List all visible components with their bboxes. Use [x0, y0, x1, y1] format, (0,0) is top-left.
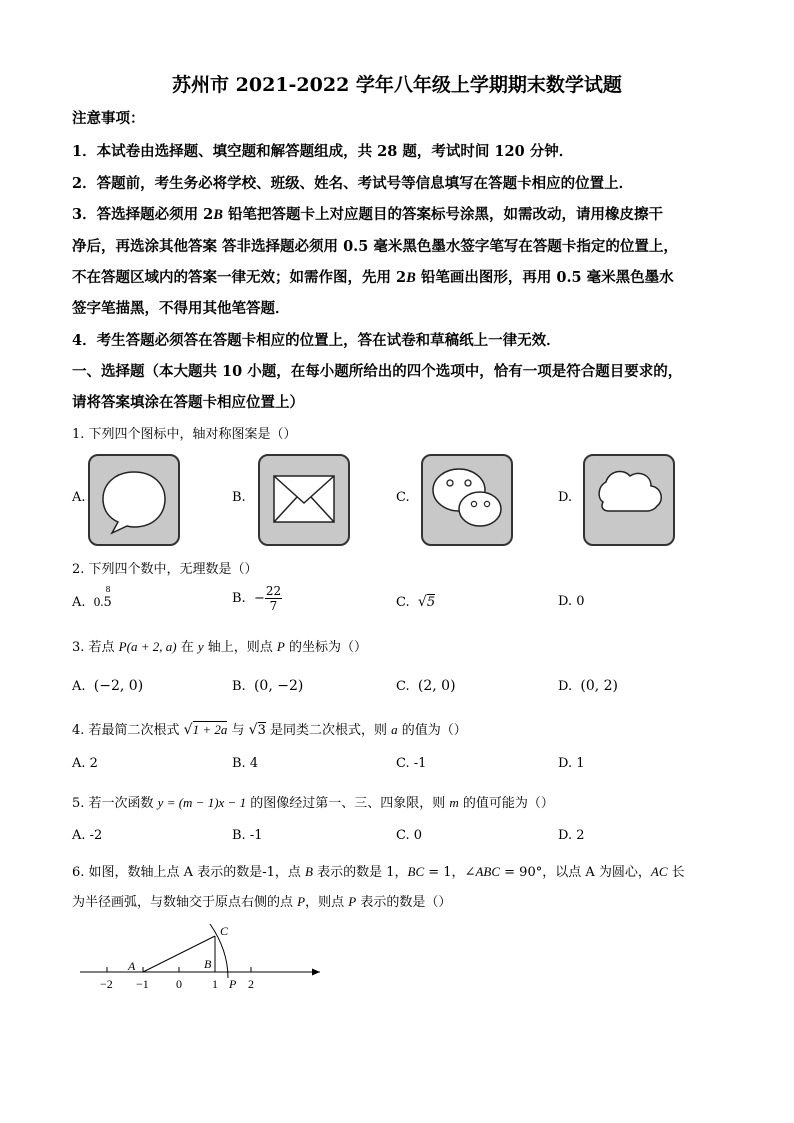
page-title: 苏州市 2021-2022 学年八年级上学期期末数学试题 [172, 74, 622, 96]
tick-label: 2 [248, 977, 254, 991]
speech-bubble-icon [90, 456, 178, 544]
section-heading-line-2: 请将答案填涂在答题卡相应位置上） [72, 394, 304, 411]
q6-stem-line-2: 为半径画弧，与数轴交于原点右侧的点 P，则点 P 表示的数是（） [72, 894, 452, 910]
q2-option-a: A. 0. 8 5 [72, 585, 112, 610]
q2-option-b: B. − $\frac{22}{7}$ [232, 584, 282, 613]
q3-option-d: D. (0, 2) [558, 678, 618, 694]
q1-option-c-label: C. [396, 490, 410, 505]
tick-label: −2 [100, 977, 113, 991]
notice-heading: 注意事项： [72, 110, 145, 127]
q4-stem: 4. 若最简二次根式 √1 + 2a 与 √3 是同类二次根式，则 a 的值为（） [72, 722, 467, 738]
point-label-a: A [128, 959, 136, 973]
point-label-b: B [204, 957, 212, 971]
q4-option-c: C. -1 [396, 756, 427, 771]
cloud-icon [585, 456, 673, 544]
q1-option-d-label: D. [558, 490, 573, 505]
q1-option-b-label: B. [232, 490, 246, 505]
notice-line-5: 不在答题区域内的答案一律无效；如需作图，先用 2B 铅笔画出图形，再用 0.5 毫米黑色墨水 [72, 269, 674, 286]
number-line-arrow [312, 969, 320, 976]
envelope-icon [260, 456, 348, 544]
q3-stem: 3. 若点 P(a + 2, a) 在 y 轴上，则点 P 的坐标为（） [72, 639, 367, 655]
q6-stem-line-1: 6. 如图，数轴上点 A 表示的数是-1，点 B 表示的数是 1，BC = 1，∠ABC = 90°，以点 A 为圆心，AC 长 [72, 864, 685, 880]
tick-label: 0 [176, 977, 182, 991]
tick-label: 1 [212, 977, 218, 991]
point-label-p: P [229, 977, 237, 991]
q3-option-b: B. (0, −2) [232, 678, 304, 694]
q6-number-line-figure [70, 918, 330, 998]
q1-option-a-image [88, 454, 180, 546]
q3-option-a: A. (−2, 0) [72, 678, 144, 694]
tick-label: −1 [136, 977, 149, 991]
q4-option-d: D. 1 [558, 756, 585, 771]
q1-option-d-image [583, 454, 675, 546]
notice-line-1: 1．本试卷由选择题、填空题和解答题组成，共 28 题，考试时间 120 分钟． [72, 143, 574, 160]
point-label-c: C [220, 924, 229, 938]
q4-option-a: A. 2 [72, 756, 98, 771]
notice-line-7: 4．考生答题必须答在答题卡相应的位置上，答在试卷和草稿纸上一律无效． [72, 332, 561, 349]
notice-line-4: 净后，再选涂其他答案 答非选择题必须用 0.5 毫米黑色墨水签字笔写在答题卡指定的位置上， [72, 238, 678, 255]
q2-option-d: D. 0 [558, 594, 585, 609]
notice-line-6: 签字笔描黑，不得用其他笔答题． [72, 300, 290, 317]
q1-stem: 1. 下列四个图标中，轴对称图案是（） [72, 427, 297, 442]
section-heading-line-1: 一、选择题（本大题共 10 小题，在每小题所给出的四个选项中，恰有一项是符合题目要求的， [72, 363, 683, 380]
q2-option-c: C. √5 [396, 594, 436, 610]
q1-option-c-image [421, 454, 513, 546]
notice-line-2: 2．答题前，考生务必将学校、班级、姓名、考试号等信息填写在答题卡相应的位置上． [72, 175, 634, 192]
q4-option-b: B. 4 [232, 756, 259, 771]
q5-stem: 5. 若一次函数 y = (m − 1)x − 1 的图像经过第一、三、四象限，则 m 的值可能为（） [72, 795, 554, 811]
q1-option-b-image [258, 454, 350, 546]
q1-option-a-label: A. [72, 490, 86, 505]
q5-option-d: D. 2 [558, 828, 585, 843]
notice-line-3: 3．答选择题必须用 2B 铅笔把答题卡上对应题目的答案标号涂黑，如需改动，请用橡皮擦干 [72, 206, 663, 223]
q5-option-a: A. -2 [72, 828, 103, 843]
q3-option-c: C. (2, 0) [396, 678, 456, 694]
q5-option-c: C. 0 [396, 828, 423, 843]
q5-option-b: B. -1 [232, 828, 263, 843]
wechat-icon [423, 456, 511, 544]
q2-stem: 2. 下列四个数中，无理数是（） [72, 562, 258, 577]
